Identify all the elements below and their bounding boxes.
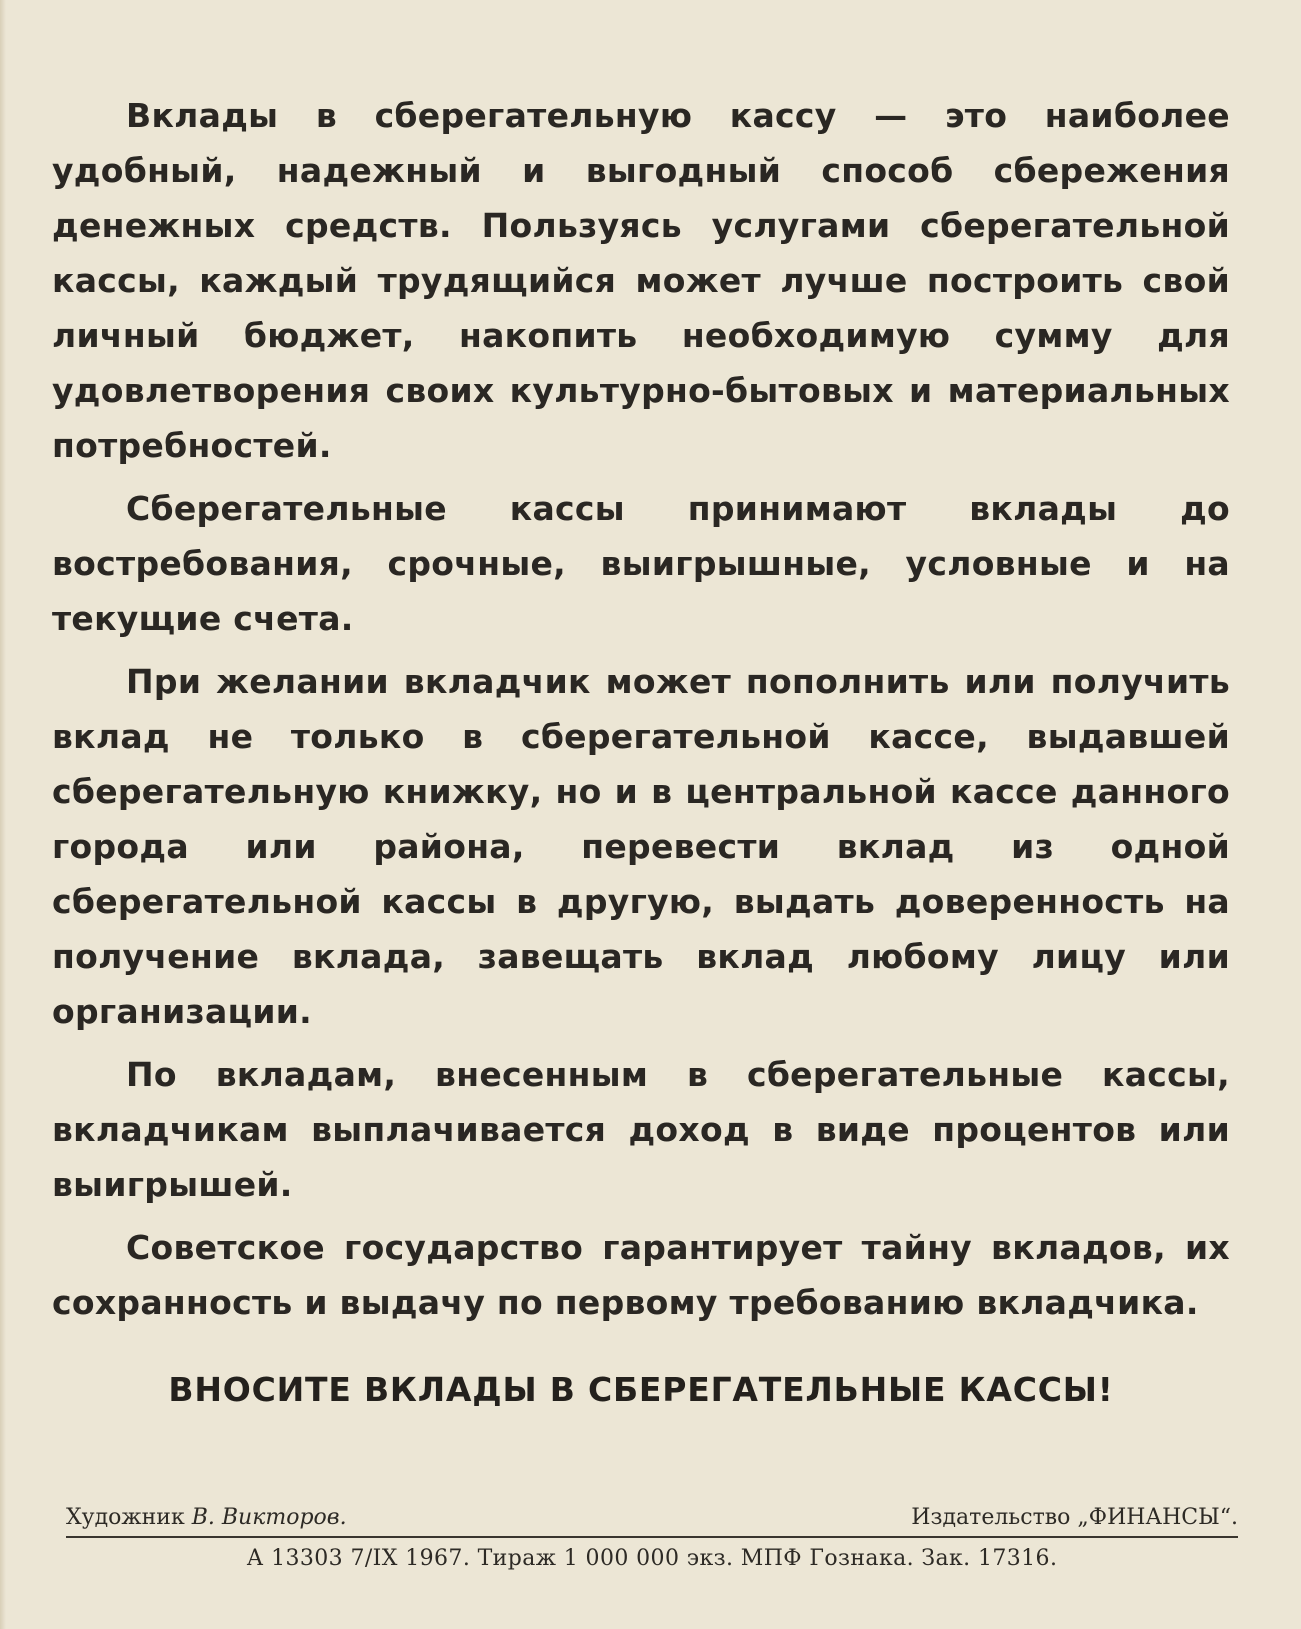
credits-line bbox=[66, 1505, 1238, 1538]
paragraph-state-guarantee: Советское государство гарантирует тайну вкладов, их сохранность и выдачу по первому требованию вкладчика. bbox=[52, 1228, 1230, 1322]
paragraph-depositor-options: При желании вкладчик может пополнить или получить вклад не только в сберегательной кассе, выдавшей сберегательную книжку, но и в центральной кассе данного города или района, перевести вклад из одной сберегательной кассы в другую, выдать доверенность на получение вклада, завещать вклад любому лицу или организации. bbox=[52, 662, 1230, 1031]
print-line: А 13303 7/IX 1967. Тираж 1 000 000 экз. МПФ Гознака. Зак. 17316. bbox=[246, 1546, 1058, 1571]
paragraph-income: По вкладам, внесенным в сберегательные кассы, вкладчикам выплачивается доход в виде процентов или выигрышей. bbox=[52, 1055, 1230, 1204]
artist-name: В. Викторов. bbox=[191, 1505, 347, 1530]
body-text bbox=[52, 88, 1230, 1338]
artist-label: Художник bbox=[66, 1505, 185, 1530]
slogan: ВНОСИТЕ ВКЛАДЫ В СБЕРЕГАТЕЛЬНЫЕ КАССЫ! bbox=[168, 1370, 1114, 1409]
artist-credit bbox=[66, 1505, 347, 1530]
paragraph-deposit-types: Сберегательные кассы принимают вклады до востребования, срочные, выигрышные, условные и на текущие счета. bbox=[52, 489, 1230, 638]
paragraph-deposits-benefits: Вклады в сберегательную кассу — это наиболее удобный, надежный и выгодный способ сбережения денежных средств. Пользуясь услугами сберегательной кассы, каждый трудящийся может лучше построить свой личный бюджет, накопить необходимую сумму для удовлетворения своих культурно-бытовых и материальных потребностей. bbox=[52, 96, 1230, 465]
publisher: Издательство „ФИНАНСЫ“. bbox=[911, 1505, 1238, 1530]
imprint bbox=[66, 1505, 1238, 1571]
